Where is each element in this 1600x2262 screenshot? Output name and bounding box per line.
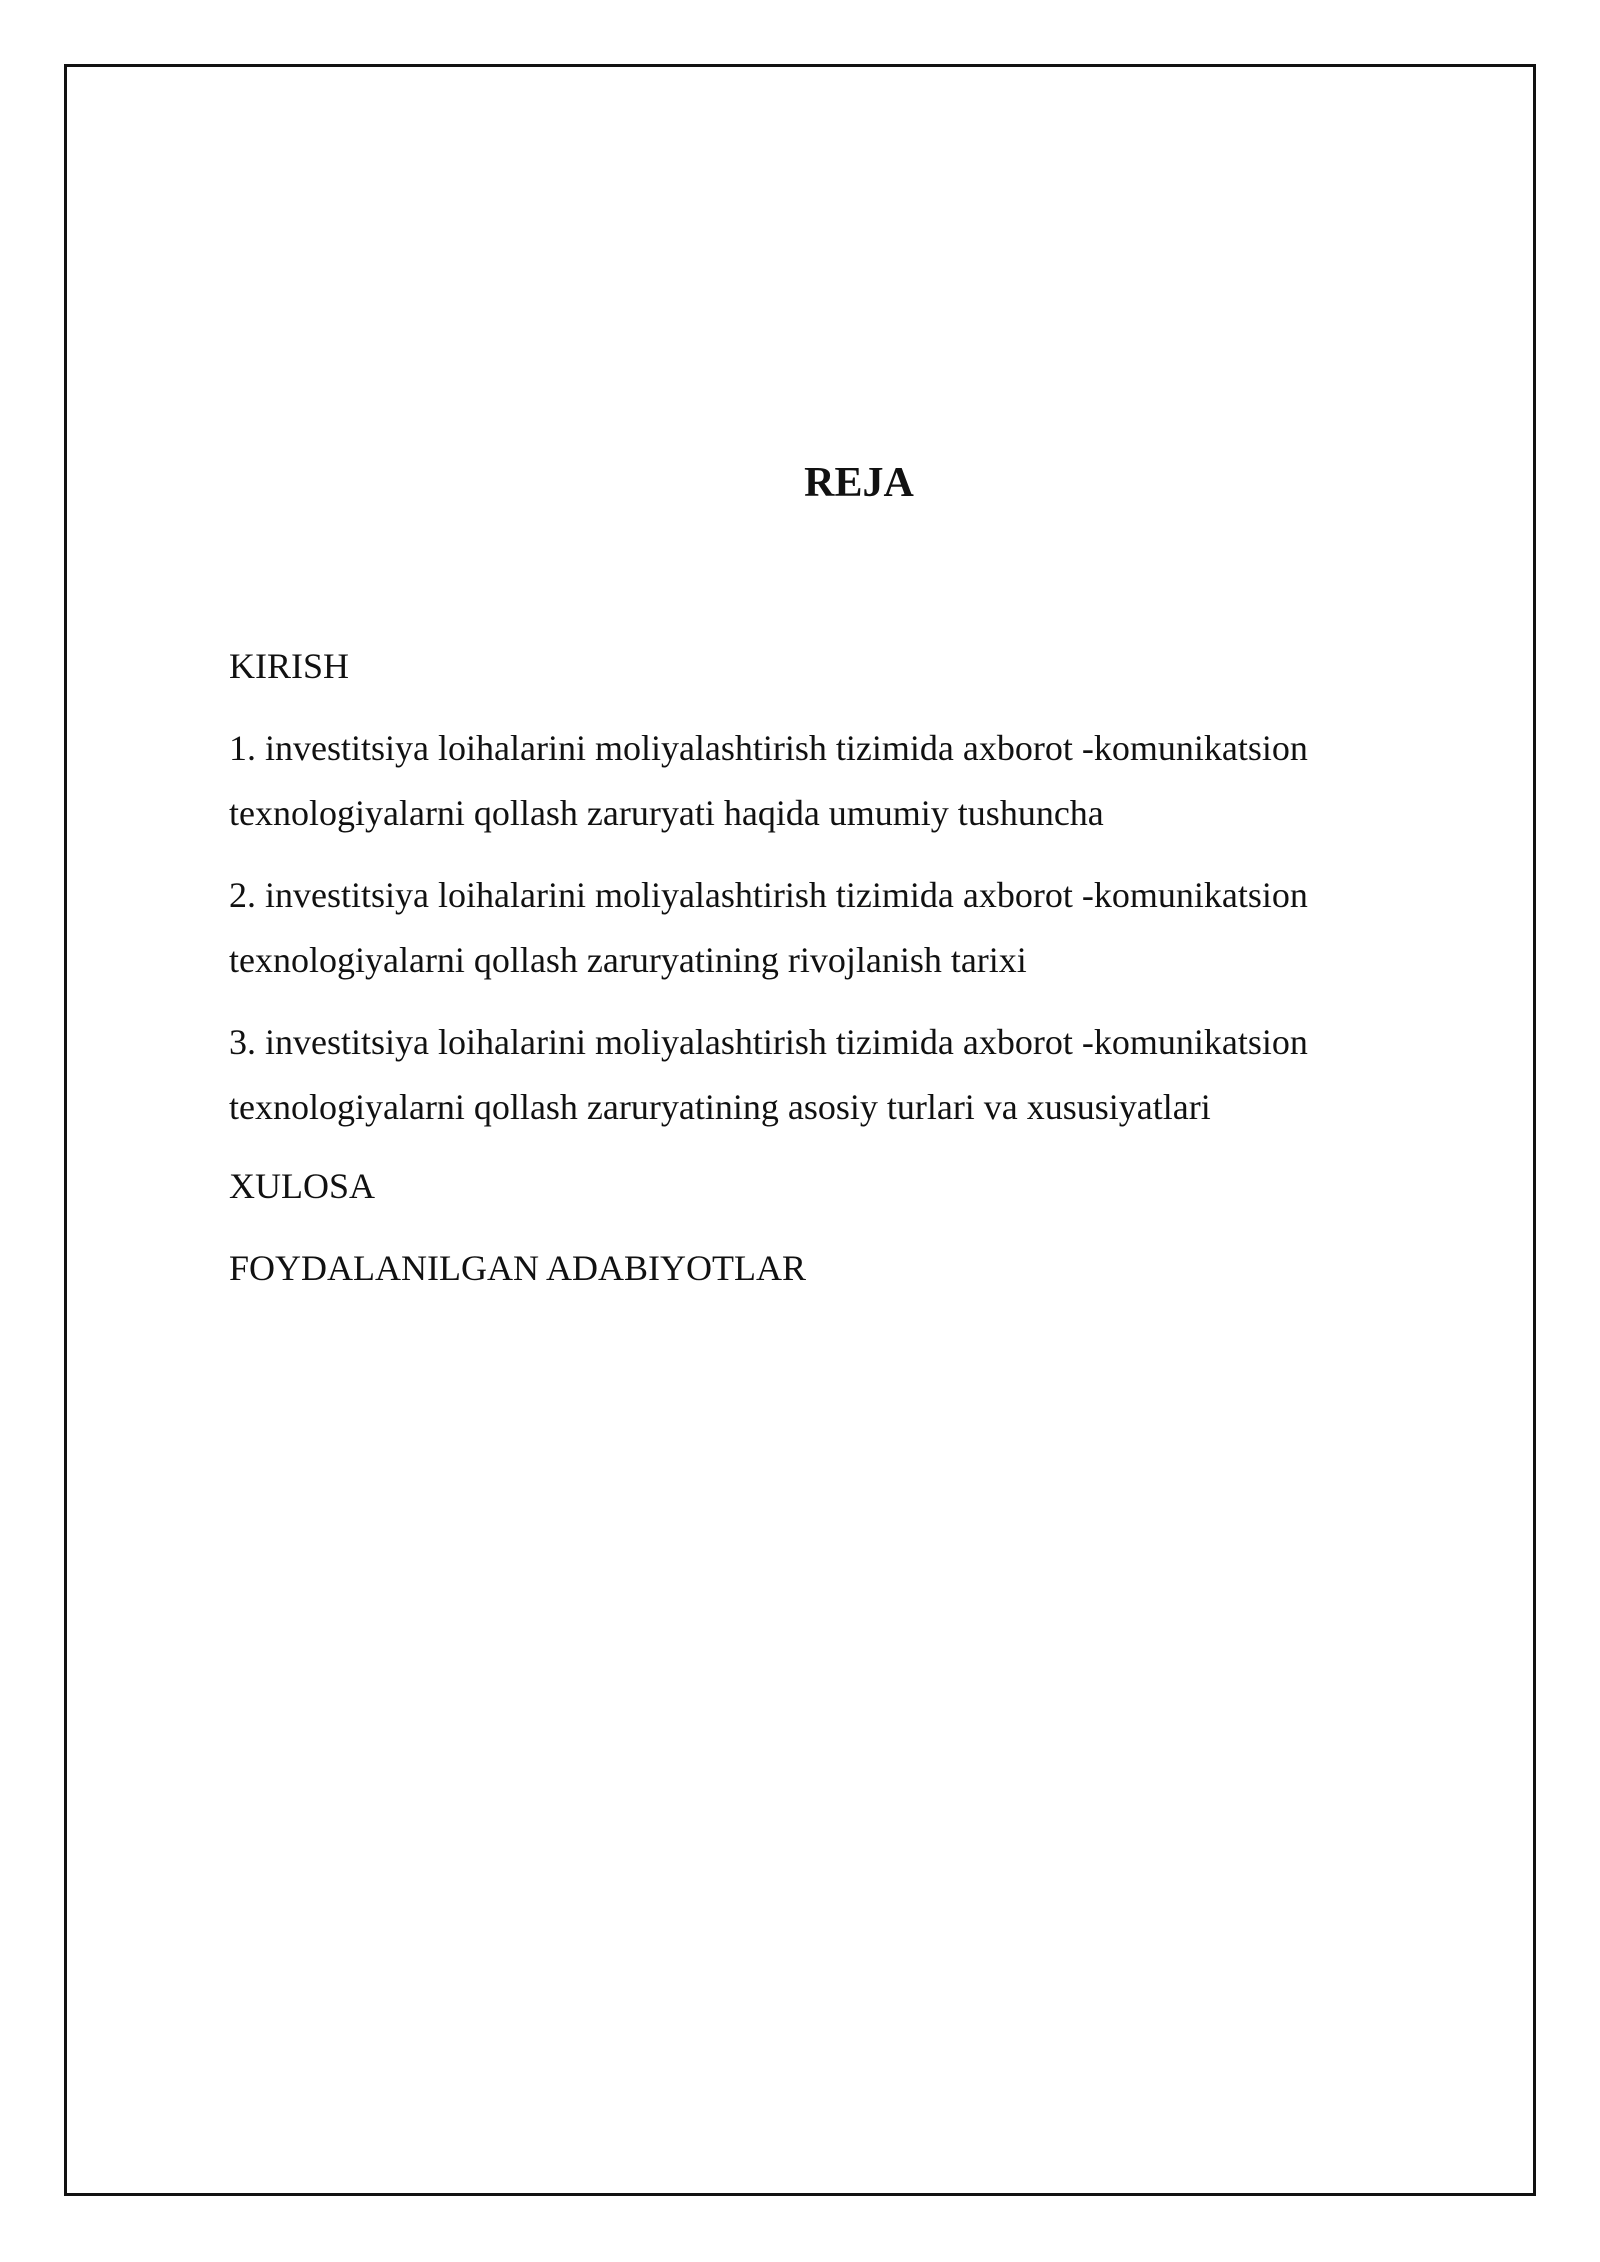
plan-item-line: texnologiyalarni qollash zaruryatining rivojlanish tarixi	[229, 940, 1027, 980]
plan-item-line: texnologiyalarni qollash zaruryati haqida umumiy tushuncha	[229, 793, 1104, 833]
plan-item-references	[229, 1236, 806, 1301]
plan-item-3	[229, 1010, 1308, 1140]
plan-item-line: FOYDALANILGAN ADABIYOTLAR	[229, 1248, 806, 1288]
plan-item-line: 3. investitsiya loihalarini moliyalashtirish tizimida axborot -komunikatsion	[229, 1022, 1308, 1062]
plan-item-introduction	[229, 634, 349, 699]
plan-item-line: KIRISH	[229, 646, 350, 686]
plan-item-1	[229, 716, 1308, 846]
plan-item-line: 1. investitsiya loihalarini moliyalashtirish tizimida axborot -komunikatsion	[229, 728, 1308, 768]
page-title: REJA	[804, 460, 914, 506]
plan-item-line: texnologiyalarni qollash zaruryatining asosiy turlari va xususiyatlari	[229, 1087, 1211, 1127]
plan-item-2	[229, 863, 1308, 993]
plan-item-conclusion	[229, 1154, 375, 1219]
plan-item-line: XULOSA	[229, 1166, 376, 1206]
plan-item-line: 2. investitsiya loihalarini moliyalashtirish tizimida axborot -komunikatsion	[229, 875, 1308, 915]
